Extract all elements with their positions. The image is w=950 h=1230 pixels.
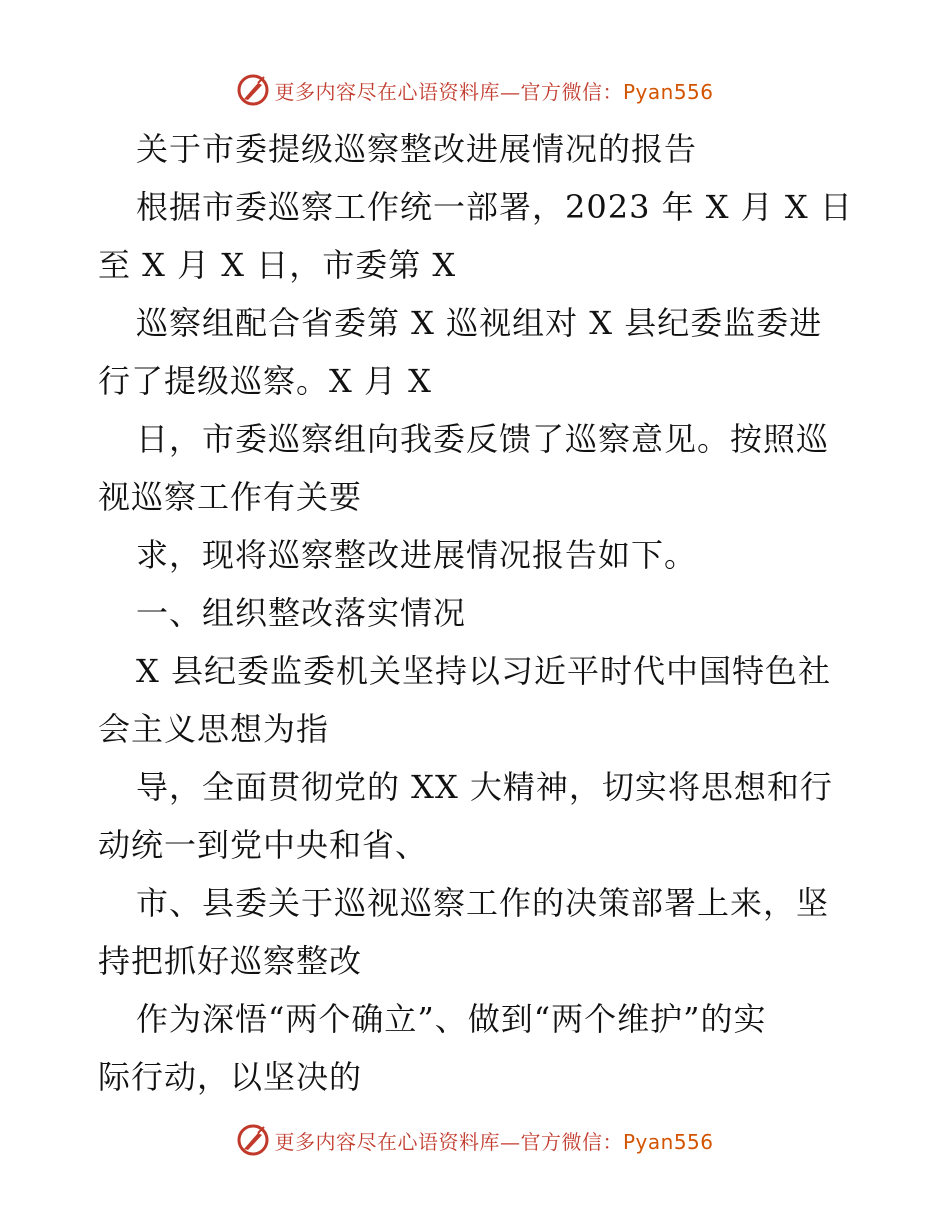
watermark-text [274,1126,713,1155]
document-line: 作为深悟“两个确立”、做到“两个维护”的实 [136,1000,767,1038]
document-line: 日，市委巡察组向我委反馈了巡察意见。按照巡 [136,420,830,458]
watermark-wechat-id: Pyan556 [622,1129,714,1154]
document-line: 根据市委巡察工作统一部署，2023 年 X 月 X 日 [136,188,853,226]
watermark-main: 更多内容尽在心语资料库 [274,79,500,104]
watermark-wechat-id: Pyan556 [622,79,714,104]
quill-seal-icon [236,1123,270,1157]
quill-seal-icon [236,73,270,107]
document-line: 巡察组配合省委第 X 巡视组对 X 县纪委监委进 [136,304,823,342]
document-line: 关于市委提级巡察整改进展情况的报告 [136,130,698,168]
document-line: 际行动，以坚决的 [98,1058,363,1096]
watermark-sep: — [499,1129,521,1154]
document-line: 动统一到党中央和省、 [98,826,429,864]
document-line: 一、组织整改落实情况 [136,594,467,632]
watermark-sep: — [499,79,521,104]
document-body [98,120,858,1106]
document-line: 导，全面贯彻党的 XX 大精神，切实将思想和行 [136,768,833,806]
document-line: 至 X 月 X 日，市委第 X [98,246,457,284]
watermark-main: 更多内容尽在心语资料库 [274,1129,500,1154]
document-line: 求，现将巡察整改进展情况报告如下。 [136,536,698,574]
watermark-text [274,76,713,105]
watermark-wechat-label: 官方微信： [520,1129,623,1154]
document-line: 视巡察工作有关要 [98,478,363,516]
document-line: 会主义思想为指 [98,710,330,748]
document-line: X 县纪委监委机关坚持以习近平时代中国特色社 [136,652,831,690]
document-line: 持把抓好巡察整改 [98,942,363,980]
document-line: 市、县委关于巡视巡察工作的决策部署上来，坚 [136,884,830,922]
document-line: 行了提级巡察。X 月 X [98,362,432,400]
watermark-wechat-label: 官方微信： [520,79,623,104]
header-watermark [0,70,950,110]
footer-watermark [0,1120,950,1160]
